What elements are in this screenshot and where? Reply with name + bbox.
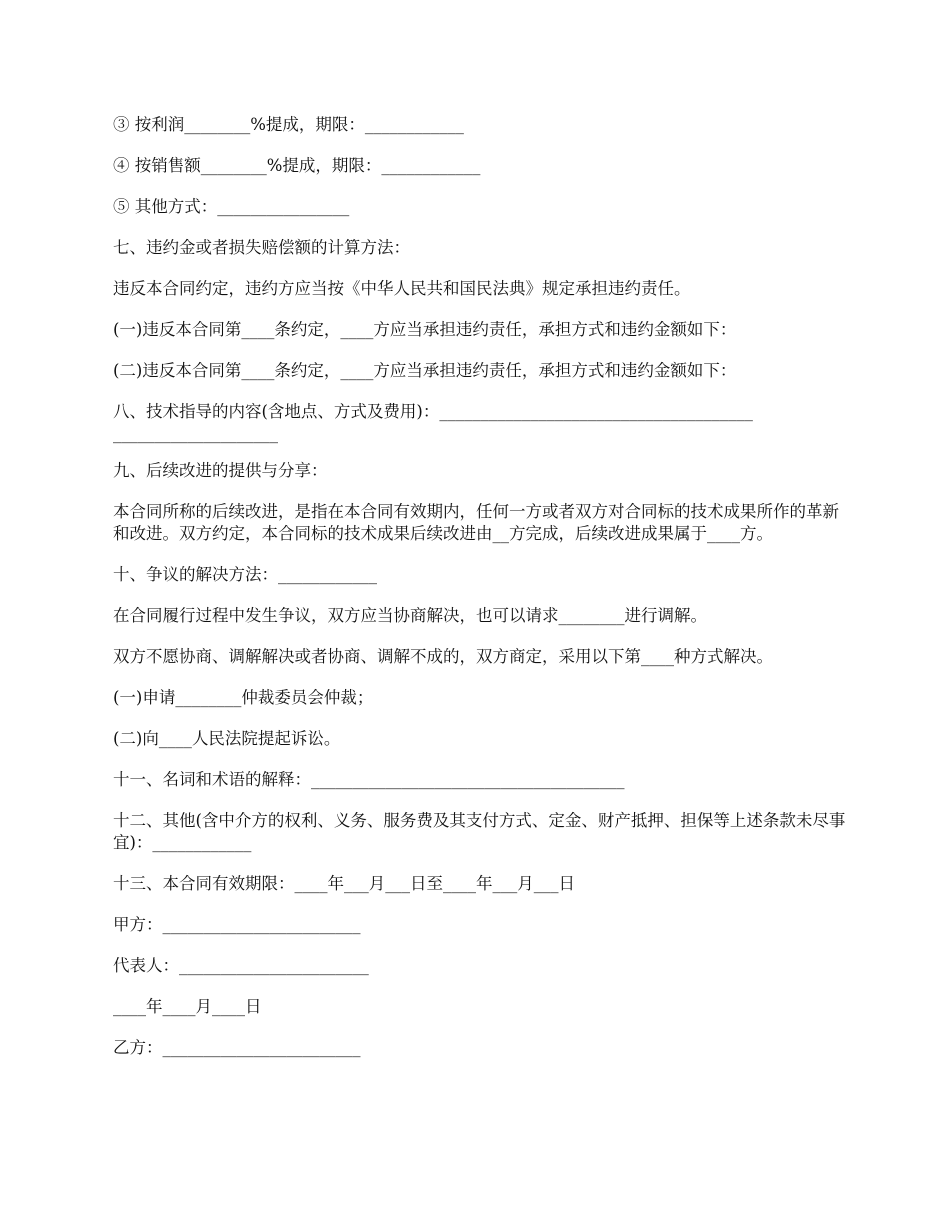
- section-13-heading: 十三、本合同有效期限：____年___月___日至____年___月___日: [113, 874, 575, 893]
- section-7-body: 违反本合同约定，违约方应当按《中华人民共和国民法典》规定承担违约责任。: [113, 279, 691, 298]
- payment-option-profit: ③ 按利润________%提成，期限：____________: [113, 115, 464, 134]
- payment-option-sales: ④ 按销售额________%提成，期限：____________: [113, 156, 481, 175]
- party-a-line: 甲方：________________________: [113, 915, 361, 934]
- section-10-option-1: (一)申请________仲裁委员会仲裁；: [113, 688, 374, 707]
- section-12-heading: 十二、其他(含中介方的权利、义务、服务费及其支付方式、定金、财产抵押、担保等上述条款未尽事宜)：____________: [113, 811, 846, 852]
- section-7-item-2: (二)违反本合同第____条约定，____方应当承担违约责任，承担方式和违约金额如下：: [113, 361, 737, 380]
- section-8-heading: 八、技术指导的内容(含地点、方式及费用)：______________________________________ ____________________: [113, 402, 753, 443]
- section-7-heading: 七、违约金或者损失赔偿额的计算方法：: [113, 238, 410, 257]
- party-b-line: 乙方：________________________: [113, 1038, 361, 1057]
- document-page: [113, 114, 853, 1078]
- section-9-heading: 九、后续改进的提供与分享：: [113, 461, 328, 480]
- payment-option-other: ⑤ 其他方式：________________: [113, 197, 350, 216]
- section-9-body: 本合同所称的后续改进，是指在本合同有效期内，任何一方或者双方对合同标的技术成果所作的革新和改进。双方约定，本合同标的技术成果后续改进由__方完成，后续改进成果属于____方。: [113, 502, 839, 543]
- section-7-item-1: (一)违反本合同第____条约定，____方应当承担违约责任，承担方式和违约金额如下：: [113, 320, 737, 339]
- representative-line: 代表人：_______________________: [113, 956, 369, 975]
- section-10-heading: 十、争议的解决方法：____________: [113, 565, 377, 584]
- section-10-body-1: 在合同履行过程中发生争议，双方应当协商解决，也可以请求________进行调解。: [113, 606, 707, 625]
- section-10-option-2: (二)向____人民法院提起诉讼。: [113, 729, 341, 748]
- section-10-body-2: 双方不愿协商、调解解决或者协商、调解不成的，双方商定，采用以下第____种方式解决。: [113, 647, 773, 666]
- date-line: ____年____月____日: [113, 997, 262, 1016]
- section-11-heading: 十一、名词和术语的解释：______________________________________: [113, 770, 625, 789]
